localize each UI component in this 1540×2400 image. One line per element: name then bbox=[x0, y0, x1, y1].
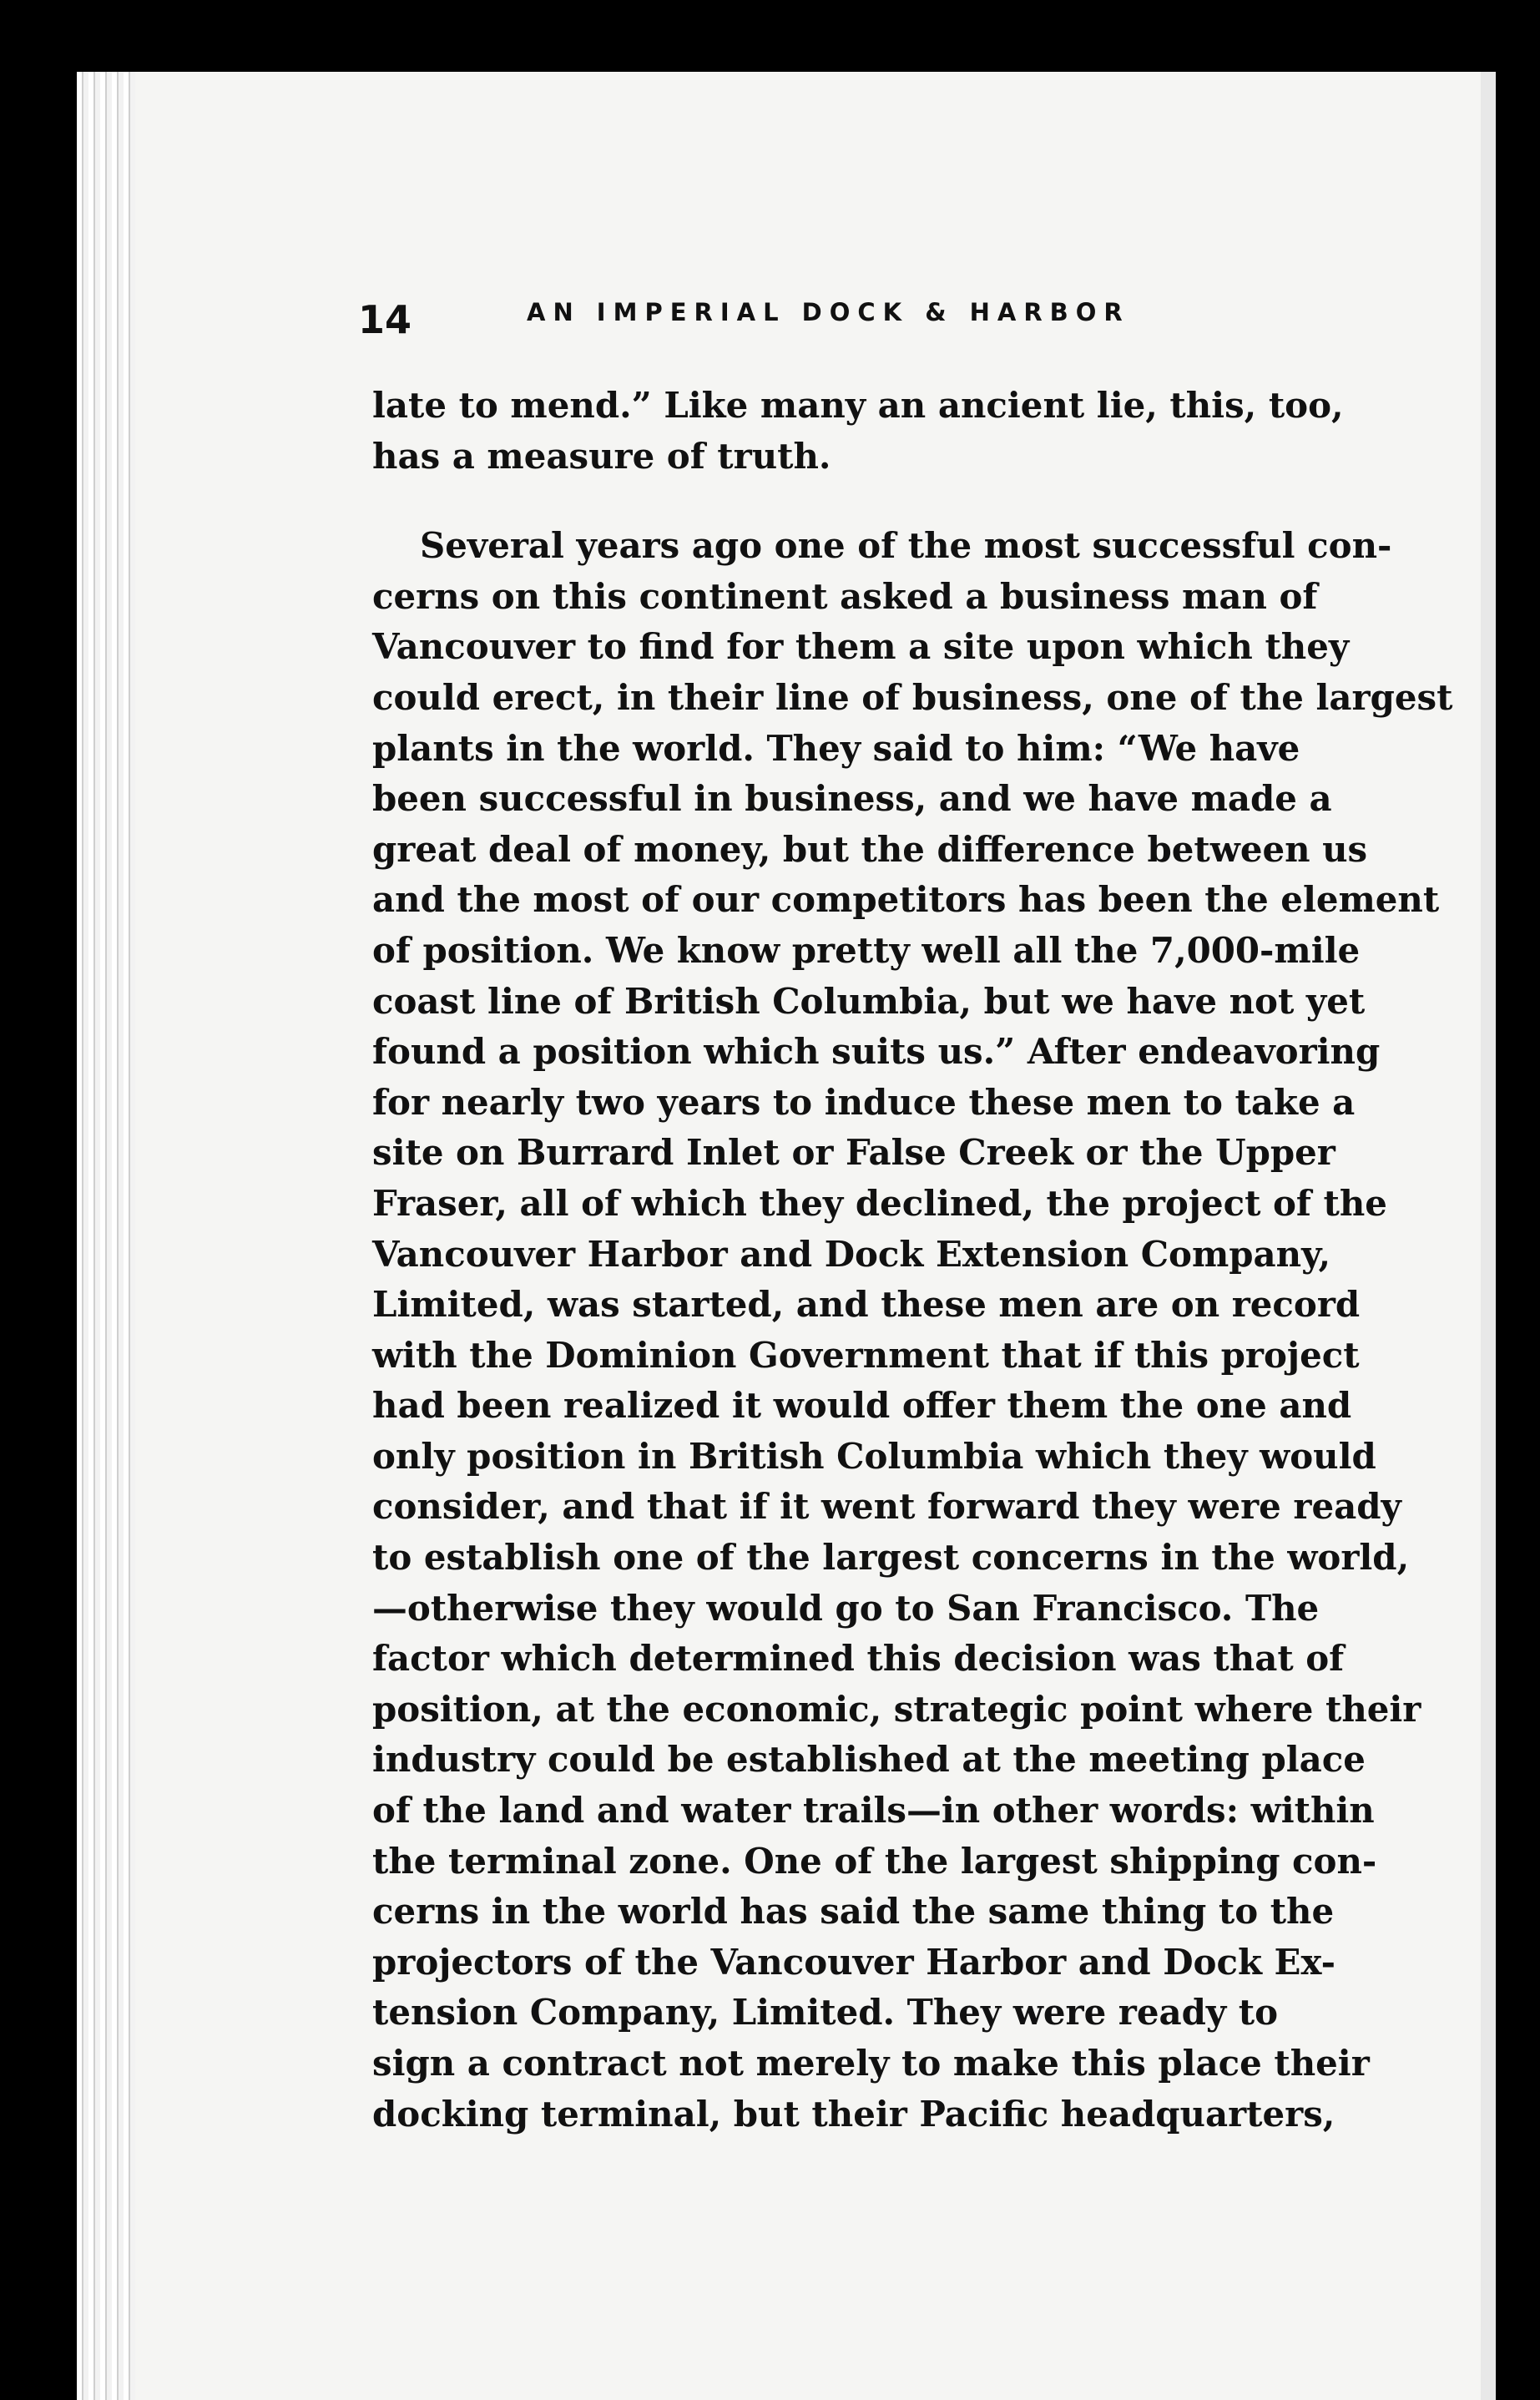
text-line: cerns in the world has said the same thing to the bbox=[372, 1891, 1335, 1933]
text-line: of position. We know pretty well all the 7,000-mile bbox=[372, 929, 1361, 971]
text-line: docking terminal, but their Pacific headquarters, bbox=[372, 2093, 1336, 2135]
text-line: to establish one of the largest concerns in the world, bbox=[372, 1537, 1410, 1579]
paragraph-1 bbox=[372, 381, 1457, 482]
page-edge-stack bbox=[77, 72, 135, 2400]
page-number: 14 bbox=[358, 297, 412, 342]
text-line: Vancouver Harbor and Dock Extension Company, bbox=[372, 1233, 1331, 1275]
text-line: great deal of money, but the difference between us bbox=[372, 828, 1368, 870]
text-line: found a position which suits us.” After endeavoring bbox=[372, 1031, 1381, 1073]
text-line: Several years ago one of the most successful con- bbox=[420, 525, 1392, 567]
text-line: and the most of our competitors has been the element bbox=[372, 879, 1440, 921]
text-line: could erect, in their line of business, one of the largest bbox=[372, 676, 1453, 718]
text-line: factor which determined this decision was that of bbox=[372, 1638, 1345, 1680]
text-line: site on Burrard Inlet or False Creek or the Upper bbox=[372, 1132, 1336, 1174]
paragraph-2 bbox=[372, 521, 1457, 2140]
text-line: for nearly two years to induce these men to take a bbox=[372, 1081, 1356, 1123]
text-line: been successful in business, and we have made a bbox=[372, 778, 1332, 820]
text-line: position, at the economic, strategic point where their bbox=[372, 1688, 1421, 1730]
page-right-edge bbox=[1481, 72, 1496, 2400]
text-line: has a measure of truth. bbox=[372, 435, 831, 477]
text-line: Vancouver to find for them a site upon which they bbox=[372, 626, 1350, 668]
text-line: cerns on this continent asked a business man of bbox=[372, 575, 1318, 617]
book-page bbox=[77, 72, 1496, 2400]
text-line: plants in the world. They said to him: “We have bbox=[372, 727, 1300, 769]
text-line: with the Dominion Government that if this project bbox=[372, 1334, 1360, 1376]
text-line: coast line of British Columbia, but we have not yet bbox=[372, 980, 1366, 1022]
page-header bbox=[358, 291, 1318, 349]
text-line: had been realized it would offer them the one and bbox=[372, 1385, 1352, 1427]
text-line: the terminal zone. One of the largest shipping con- bbox=[372, 1840, 1377, 1882]
text-line: sign a contract not merely to make this place their bbox=[372, 2043, 1370, 2084]
text-line: Limited, was started, and these men are on record bbox=[372, 1284, 1361, 1326]
text-line: of the land and water trails—in other words: within bbox=[372, 1790, 1375, 1832]
text-line: Fraser, all of which they declined, the project of the bbox=[372, 1182, 1387, 1224]
text-line: only position in British Columbia which they would bbox=[372, 1435, 1376, 1477]
text-line: projectors of the Vancouver Harbor and Dock Ex- bbox=[372, 1941, 1336, 1983]
body-text bbox=[372, 381, 1457, 2140]
text-line: industry could be established at the meeting place bbox=[372, 1739, 1366, 1781]
text-line: tension Company, Limited. They were ready to bbox=[372, 1992, 1279, 2034]
text-line: late to mend.” Like many an ancient lie, this, too, bbox=[372, 385, 1344, 426]
text-line: —otherwise they would go to San Francisco. The bbox=[372, 1587, 1320, 1629]
running-head: AN IMPERIAL DOCK & HARBOR bbox=[527, 298, 1130, 326]
text-line: consider, and that if it went forward they were ready bbox=[372, 1486, 1401, 1528]
